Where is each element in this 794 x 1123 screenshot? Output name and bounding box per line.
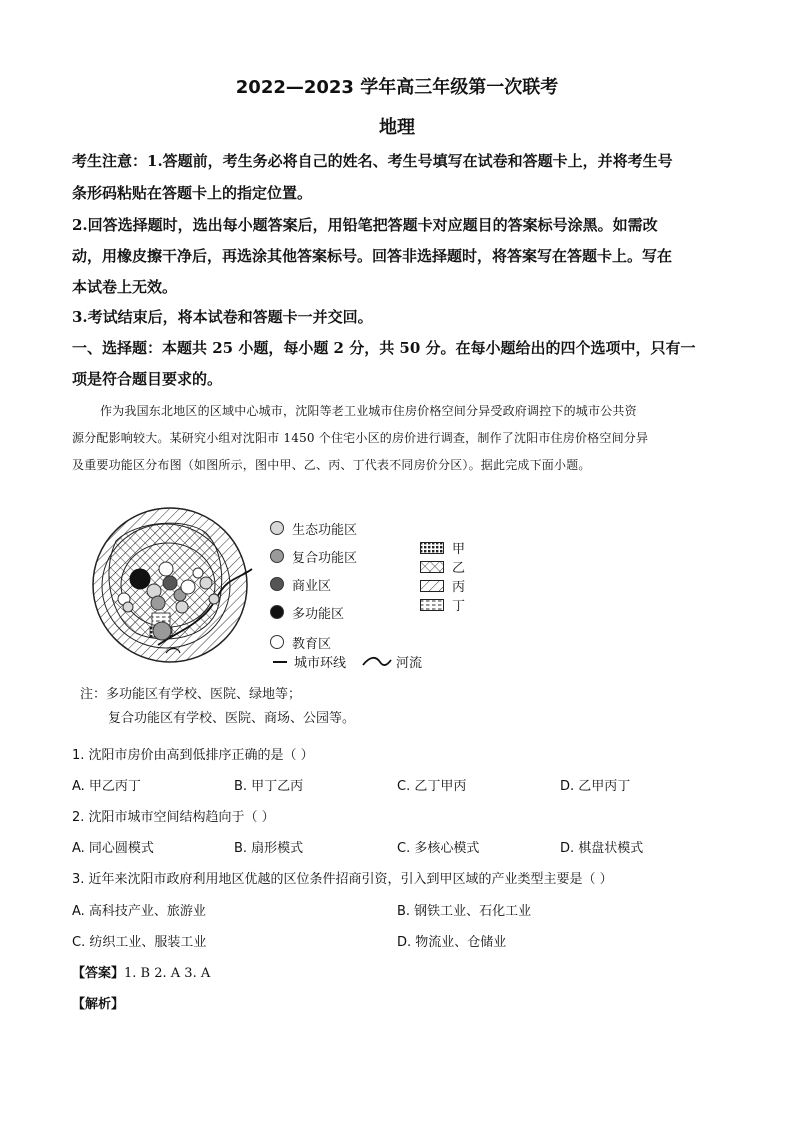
dash-pattern-icon <box>420 599 444 611</box>
commercial-zone <box>163 576 177 590</box>
analysis-line <box>72 993 124 1012</box>
analysis-label: 【解析】 <box>72 997 125 1012</box>
line-legend <box>272 652 422 671</box>
figure-note: 注：多功能区有学校、医院、绿地等； <box>80 687 302 702</box>
question-option: A. 同心圆模式 <box>72 841 154 856</box>
multi-function-zone-swatch <box>270 605 284 619</box>
question-stem: 3. 近年来沈阳市政府利用地区优越的区位条件招商引资，引入到甲区域的产业类型主要是（ ） <box>72 872 613 887</box>
crosshatch-pattern-icon <box>420 561 444 573</box>
grid-pattern-icon <box>420 542 444 554</box>
material-line: 作为我国东北地区的区域中心城市，沈阳等老工业城市住房价格空间分异受政府调控下的城市公共资 <box>100 404 637 418</box>
legend-item <box>270 514 357 542</box>
legend-label: 多功能区 <box>292 606 345 622</box>
legend-label: 丙 <box>452 580 466 595</box>
ecological-zone <box>200 577 212 589</box>
question-option: C. 多核心模式 <box>397 841 480 856</box>
composite-zone <box>151 596 165 610</box>
ecological-zone <box>123 602 133 612</box>
question-option: C. 乙丁甲丙 <box>397 779 467 794</box>
section-heading: 一、选择题：本题共 25 小题，每小题 2 分，共 50 分。在每小题给出的四个选项中，只有一 <box>72 339 696 357</box>
ecological-zone-swatch <box>270 521 284 535</box>
river-line-icon <box>362 656 392 668</box>
notice-line: 条形码粘贴在答题卡上的指定位置。 <box>72 184 313 202</box>
question-stem: 1. 沈阳市房价由高到低排序正确的是（ ） <box>72 748 314 763</box>
legend-item <box>420 576 465 595</box>
question-option: D. 棋盘状模式 <box>560 841 644 856</box>
legend-label: 河流 <box>396 656 423 671</box>
legend-label: 教育区 <box>292 636 332 652</box>
section-heading: 项是符合题目要求的。 <box>72 370 223 388</box>
legend-item <box>420 557 465 576</box>
city-map <box>66 503 266 668</box>
legend-label: 生态功能区 <box>292 522 358 538</box>
question-option: A. 高科技产业、旅游业 <box>72 904 206 919</box>
question-option: D. 物流业、仓储业 <box>397 935 507 950</box>
question-stem: 2. 沈阳市城市空间结构趋向于（ ） <box>72 810 275 825</box>
notice-line: 3.考试结束后，将本试卷和答题卡一并交回。 <box>72 308 373 326</box>
exam-title: 2022—2023 学年高三年级第一次联考 <box>235 77 559 98</box>
notice-line: 2.回答选择题时，选出每小题答案后，用铅笔把答题卡对应题目的答案标号涂黑。如需改 <box>72 216 658 234</box>
legend-item <box>270 598 357 626</box>
composite-zone <box>153 622 171 640</box>
hatch-pattern-icon <box>420 580 444 592</box>
education-zone-swatch <box>270 635 284 649</box>
education-zone <box>193 568 203 578</box>
ring-road-line-icon <box>272 657 288 667</box>
commercial-zone-swatch <box>270 577 284 591</box>
legend-label: 城市环线 <box>294 656 347 671</box>
material-line: 及重要功能区分布图（如图所示，图中甲、乙、丙、丁代表不同房价分区）。据此完成下面小题。 <box>72 458 591 472</box>
legend-label: 商业区 <box>292 578 332 594</box>
figure-note: 复合功能区有学校、医院、商场、公园等。 <box>108 711 356 726</box>
ecological-zone <box>209 594 219 604</box>
legend-label: 甲 <box>452 542 466 557</box>
ecological-zone <box>176 601 188 613</box>
legend-item <box>420 538 465 557</box>
question-option: A. 甲乙丙丁 <box>72 779 141 794</box>
answer-text: 1. B 2. A 3. A <box>124 966 211 981</box>
multi-function-zone <box>130 569 150 589</box>
price-zone-legend <box>420 538 465 614</box>
education-zone <box>181 580 195 594</box>
legend-item <box>270 570 357 598</box>
answer-label: 【答案】 <box>72 966 125 981</box>
composite-zone-swatch <box>270 549 284 563</box>
functional-zone-legend <box>270 514 357 656</box>
notice-line: 考生注意：1.答题前，考生务必将自己的姓名、考生号填写在试卷和答题卡上，并将考生号 <box>72 152 673 170</box>
exam-subject: 地理 <box>379 117 415 138</box>
question-option: B. 扇形模式 <box>234 841 304 856</box>
question-option: B. 钢铁工业、石化工业 <box>397 904 532 919</box>
notice-line: 本试卷上无效。 <box>72 278 178 296</box>
legend-label: 复合功能区 <box>292 550 358 566</box>
legend-item <box>270 542 357 570</box>
material-line: 源分配影响较大。某研究小组对沈阳市 1450 个住宅小区的房价进行调查，制作了沈阳市住房价格空间分异 <box>72 431 649 445</box>
notice-line: 动，用橡皮擦干净后，再选涂其他答案标号。回答非选择题时，将答案写在答题卡上。写在 <box>72 247 673 265</box>
legend-label: 丁 <box>452 599 466 614</box>
question-option: B. 甲丁乙丙 <box>234 779 304 794</box>
legend-label: 乙 <box>452 561 466 576</box>
question-option: C. 纺织工业、服装工业 <box>72 935 207 950</box>
legend-item <box>420 595 465 614</box>
question-option: D. 乙甲丙丁 <box>560 779 631 794</box>
answer-line <box>72 962 210 981</box>
education-zone <box>159 562 173 576</box>
